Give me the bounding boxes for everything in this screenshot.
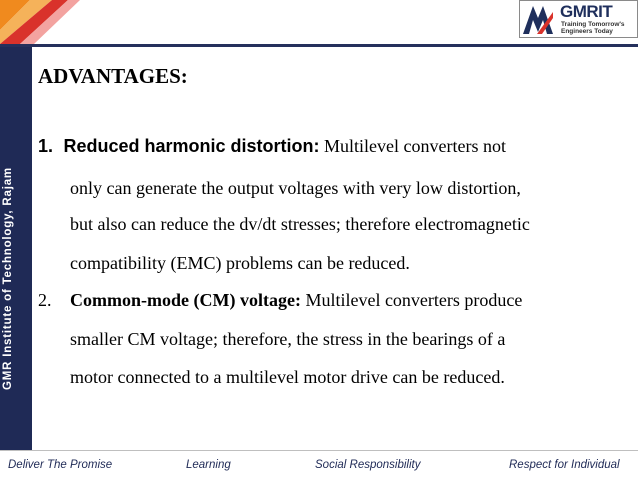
item-text: Multilevel converters produce <box>300 290 523 310</box>
list-item-1 <box>38 136 506 157</box>
sidebar-institute-name: GMR Institute of Technology, Rajam <box>2 167 14 390</box>
corner-decoration <box>0 0 80 44</box>
footer-motto-4: Respect for Individual <box>509 459 620 471</box>
slide-title: ADVANTAGES: <box>38 64 188 88</box>
logo-tagline: Training Tomorrow's Engineers Today <box>561 21 625 35</box>
item-heading: Common-mode (CM) voltage: <box>70 290 301 310</box>
item-number: 1. <box>38 136 54 156</box>
item-text-line: but also can reduce the dv/dt stresses; therefore electromagnetic <box>70 214 530 234</box>
item-text-line: motor connected to a multilevel motor drive can be reduced. <box>70 367 505 387</box>
header-stripe <box>0 44 638 47</box>
gmrit-logo <box>519 0 638 38</box>
footer-motto-3: Social Responsibility <box>315 459 421 471</box>
footer-motto-2: Learning <box>186 459 231 471</box>
footer-divider <box>0 450 638 451</box>
item-heading: Reduced harmonic distortion: <box>63 136 320 156</box>
item-number: 2. <box>38 290 52 310</box>
footer-motto-1: Deliver The Promise <box>8 459 113 471</box>
item-text-line: smaller CM voltage; therefore, the stress in the bearings of a <box>70 329 506 349</box>
logo-name: GMRIT <box>560 2 613 21</box>
item-text-line: only can generate the output voltages with very low distortion, <box>70 178 521 198</box>
logo-mark-icon <box>523 4 553 34</box>
item-text: Multilevel converters not <box>319 136 506 156</box>
list-item-2 <box>38 290 522 311</box>
item-text-line: compatibility (EMC) problems can be reduced. <box>70 253 410 273</box>
